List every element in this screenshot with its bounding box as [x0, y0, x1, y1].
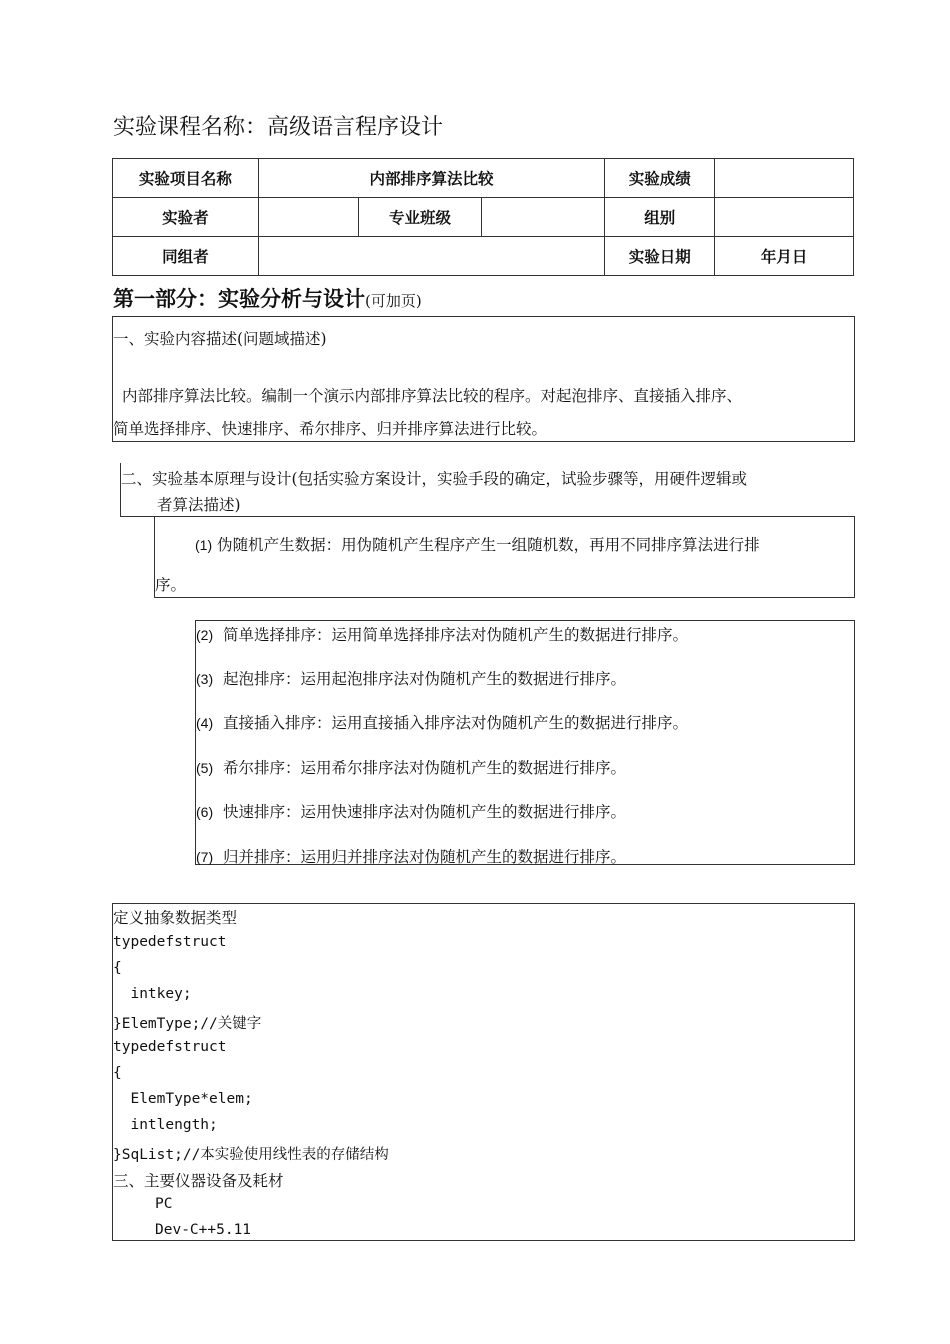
partner-value — [258, 237, 604, 276]
score-label: 实验成绩 — [605, 159, 715, 198]
code-line: typedefstruct — [113, 1039, 227, 1055]
item-text: 直接插入排序：运用直接插入排序法对伪随机产生的数据进行排序。 — [222, 714, 688, 732]
section1-box — [112, 316, 855, 442]
equipment-item: Dev-C++5.11 — [155, 1222, 252, 1238]
item-text: 简单选择排序：运用简单选择排序法对伪随机产生的数据进行排序。 — [222, 626, 688, 644]
date-label: 实验日期 — [605, 237, 715, 276]
major-class-label: 专业班级 — [358, 198, 482, 237]
code-line: intlength; — [113, 1117, 218, 1133]
partner-label: 同组者 — [113, 237, 259, 276]
code-line: { — [113, 1065, 122, 1081]
project-name-label: 实验项目名称 — [113, 159, 259, 198]
code-line: typedefstruct — [113, 934, 227, 950]
item-text: 归并排序：运用归并排序法对伪随机产生的数据进行排序。 — [222, 848, 626, 866]
list-item — [195, 533, 760, 555]
code-line: }SqList;//本实验使用线性表的存储结构 — [113, 1147, 389, 1163]
section2-heading-line2: 者算法描述) — [157, 496, 241, 514]
part1-title — [113, 283, 422, 313]
code-line: }ElemType;//关键字 — [113, 1016, 262, 1032]
part1-note: (可加页) — [365, 292, 422, 310]
list-item — [196, 623, 688, 645]
item-text: 希尔排序：运用希尔排序法对伪随机产生的数据进行排序。 — [222, 759, 626, 777]
group-value — [715, 198, 854, 237]
item-text: 快速排序：运用快速排序法对伪随机产生的数据进行排序。 — [222, 803, 626, 821]
list-item — [196, 756, 626, 778]
experimenter-value — [258, 198, 358, 237]
table-row — [113, 198, 854, 237]
section2-items-box — [195, 620, 855, 865]
list-item — [196, 711, 688, 733]
section2-item1-box — [154, 516, 855, 598]
item-text: 伪随机产生数据：用伪随机产生程序产生一组随机数，再用不同排序算法进行排 — [217, 536, 760, 554]
major-class-value — [482, 198, 605, 237]
item-number: (6) — [196, 804, 214, 820]
list-item — [196, 667, 626, 689]
equipment-item: PC — [155, 1196, 173, 1212]
project-name-value: 内部排序算法比较 — [258, 159, 604, 198]
table-row — [113, 237, 854, 276]
info-table — [112, 158, 854, 276]
part1-title-text: 第一部分：实验分析与设计 — [113, 287, 365, 311]
code-line: { — [113, 960, 122, 976]
item-text: 起泡排序：运用起泡排序法对伪随机产生的数据进行排序。 — [222, 670, 626, 688]
code-line: intkey; — [113, 986, 192, 1002]
course-title: 实验课程名称：高级语言程序设计 — [113, 115, 444, 140]
table-row — [113, 159, 854, 198]
section2-heading-line1: 二、实验基本原理与设计(包括实验方案设计，实验手段的确定，试验步骤等，用硬件逻辑或 — [121, 470, 748, 488]
code-box — [112, 903, 855, 1241]
item-number: (4) — [196, 715, 214, 731]
item-number: (3) — [196, 671, 214, 687]
section2-item1-line2: 序。 — [155, 576, 187, 594]
code-line: 定义抽象数据类型 — [113, 909, 238, 927]
group-label: 组别 — [605, 198, 715, 237]
item-number: (5) — [196, 760, 214, 776]
code-line: ElemType*elem; — [113, 1091, 253, 1107]
list-item — [196, 800, 626, 822]
section2-heading-box — [120, 463, 855, 517]
section1-line1: 内部排序算法比较。编制一个演示内部排序算法比较的程序。对起泡排序、直接插入排序、 — [122, 387, 743, 405]
date-value: 年月日 — [715, 237, 854, 276]
section1-heading: 一、实验内容描述(问题域描述) — [113, 330, 327, 348]
item-number: (2) — [196, 627, 214, 643]
section3-heading: 三、主要仪器设备及耗材 — [113, 1172, 284, 1190]
experimenter-label: 实验者 — [113, 198, 259, 237]
section1-line2: 简单选择排序、快速排序、希尔排序、归并排序算法进行比较。 — [113, 420, 548, 438]
item-number: (7) — [196, 849, 214, 865]
score-value — [715, 159, 854, 198]
list-item — [196, 845, 626, 867]
item-number: (1) — [195, 537, 213, 553]
